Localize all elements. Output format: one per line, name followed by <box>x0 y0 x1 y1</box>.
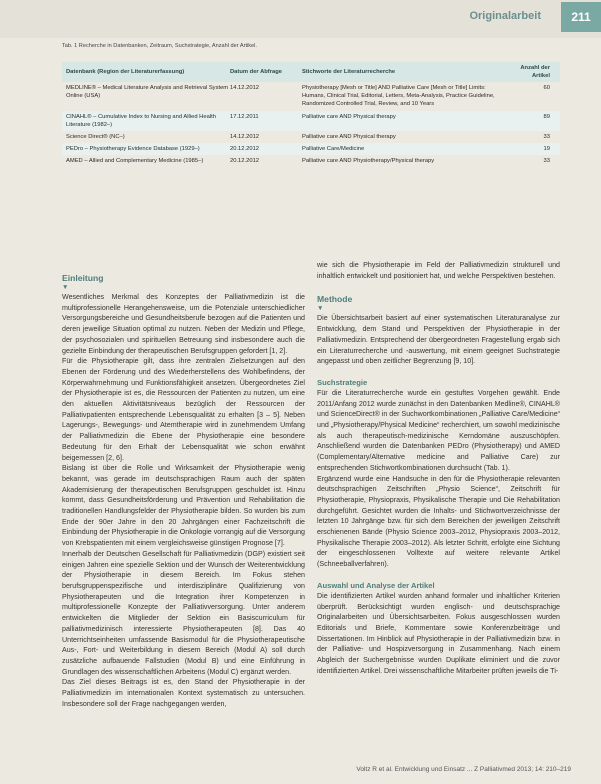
section-label: Originalarbeit <box>469 10 541 22</box>
subheading-search-strategy: Suchstrategie <box>317 377 368 387</box>
cell-keywords: Palliative care AND Physiotherapy/Physical therapy <box>302 158 435 165</box>
cell-count: 89 <box>543 113 550 120</box>
left-column <box>62 272 305 709</box>
cell-keywords: Palliative care AND Physical therapy <box>302 134 396 141</box>
cell-database: CINAHL® – Cumulative Index to Nursing and Allied Health Literature (1982–) <box>66 113 216 128</box>
cell-keywords: Palliative Care/Medicine <box>302 146 365 153</box>
cell-date: 14.12.2012 <box>230 134 260 141</box>
cell-keywords: Palliative care AND Physical therapy <box>302 113 396 120</box>
cell-keywords: Physiotherapy [Mesh or Title] AND Palliative Care [Mesh or Title] Limits: Humans, Clinical Trial, Editorial, Letters, Meta-Analysis, Practice Guideline, Randomized Controlled Trial, Review, and 10 Years <box>302 85 495 108</box>
table-row <box>62 155 560 167</box>
cell-count: 19 <box>543 146 550 153</box>
footer-citation: Voltz R et al. Entwicklung und Einsatz ... Z Palliativmed 2013; 14: 210–219 <box>356 766 571 773</box>
cell-count: 60 <box>543 85 550 91</box>
intro-paragraph: Das Ziel dieses Beitrags ist es, den Stand der Physiotherapie in der Palliativmedizin im internationalen Kontext systematisch zu untersuchen. Insbesondere soll der Frage nachgegangen werden, <box>62 678 305 708</box>
triangle-down-icon: ▼ <box>317 305 324 313</box>
table-row <box>62 82 560 111</box>
header-date: Datum der Abfrage <box>230 68 282 75</box>
cell-date: 17.12.2011 <box>230 113 259 120</box>
intro-paragraph: Bislang ist über die Rolle und Wirksamkeit der Physiotherapie wenig bekannt, was gerade im deutschsprachigen Raum auch der späten Akademisierung der therapeutischen Berufsgruppen geschuldet ist. Hinzu kommt, dass Gesundheitsförderung und Prävention und Rehabilitation die traditionellen Handlungsfelder der Physiotherapie bilden. So wurden bis zum Ende der 90er Jahre in den 20 Jahrgängen einer Fachzeitschrift die Einbindung der Physiotherapie in die Onkologie vorrangig auf die Versorgung von Krebspatienten mit einem vergleichsweise günstigen Prognose [7]. <box>62 464 305 548</box>
right-column <box>317 260 560 677</box>
heading-introduction: Einleitung <box>62 273 104 283</box>
cell-database: AMED – Allied and Complementary Medicine (1985–) <box>66 158 204 165</box>
table-header-row <box>62 62 560 82</box>
intro-paragraph: Für die Physiotherapie gilt, dass ihre zentralen Zielsetzungen auf den Ebenen der Förderung und des Wiederherstellens des Wohlbefindens, der Körperwahrnehmung und Funktionsfähigkeit ansetzen. Übergeordnetes Ziel der Physiotherapie ist es, die Ressourcen der Patienten zu nutzen, um eine den aktuellen Aktivitätsniveaus bezüglich der Ressourcen der Palliativpatienten entsprechende Lebensqualität zu erhalten [3 – 5]. Neben Lagerungs-, Bewegungs- und Atemtherapie wird in zunehmendem Umfang der Palliativmedizin die Ebene der Physiotherapie eine besondere Bedeutung für den Erhalt der Lebensqualität wie schon erwähnt beigemessen [2, 6]. <box>62 357 305 462</box>
cell-database: MEDLINE® – Medical Literature Analysis and Retrieval System Online (USA) <box>66 85 229 100</box>
subheading-selection: Auswahl und Analyse der Artikel <box>317 580 435 590</box>
cell-date: 20.12.2012 <box>230 146 260 153</box>
triangle-down-icon: ▼ <box>62 284 69 291</box>
header-keywords: Stichworte der Literaturrecherche <box>302 68 396 75</box>
intro-paragraph: Innerhalb der Deutschen Gesellschaft für Palliativmedizin (DGP) existiert seit einigen Jahren eine spezielle Sektion und der Wunsch der Weiterentwicklung der Physiotherapie in diesem Bereich. Im Fokus stehen berufsgruppenspezifische und interdisziplinäre Qualifizierung von Physiotherapeuten und die Integration ihrer Kompetenzen in multiprofessionelle Konzepte der Palliativversorgung. Unter anderem entwickelten die Mitglieder der Sektion ein Basiscurriculum für palliativmedizinisch interessierte Physiotherapeuten [8]. Das 40 Unterrichtseinheiten umfassende Basismodul für die Physiotherapeutische Aus-, Fort- und Weiterbildung in diesem Bereich (Modul A) soll durch zusätzliche aufbauende Fallstudien (Modul B) und eine Einführung in Grundlagen des wissenschaftlichen Arbeitens (Modul C) ergänzt werden. <box>62 549 305 676</box>
methods-paragraph: Ergänzend wurde eine Handsuche in den für die Physiotherapie relevanten deutschsprachigen Zeitschriften „Physio Science“, Zeitschrift für Physiotherapie, Physiopraxis, Physikalische Therapie und Die Rehabilitation durchgeführt. Gesichtet wurden die Inhalts- und Stichwortverzeichnisse der letzten 10 Jahrgänge bzw. für sich dem Bereichen der jeweiligen Zeitschrift erschienenen Bände (Physio Science 2003–2012, Physiopraxis 2003–2012, Physikalische Therapie 2003–2012). Als letzter Schritt, erfolgte eine Sichtung der eingeschlossenen Volltexte auf weitere relevante Artikel (Schneeballverfahren). <box>317 474 560 569</box>
intro-paragraph: Wesentliches Merkmal des Konzeptes der Palliativmedizin ist die multiprofessionelle Herangehensweise, um die Potenziale unterschiedlicher Versorgungsbereiche und Gesundheitsberufe bezogen auf die Patienten und deren jeweilige Situation optimal zu nutzen. Neben der Medizin und Pflege, der psychosozialen und spirituellen Betreuung sind insbesondere auch die gezielte Einbindung der therapeutischen Berufsgruppen gefordert [1, 2]. <box>62 293 305 355</box>
methods-paragraph: Die identifizierten Artikel wurden anhand formaler und inhaltlicher Kriterien überprüft. Berücksichtigt wurden englisch- und deutschsprachige Originalarbeiten und Übersichtsarbeiten. Fokus ausgeschlossen wurden Editorials und Briefe, Kommentare sowie Konferenzbeiträge und Dissertationen. Im Hinblick auf Physiotherapie in der Palliativmedizin bzw. in der Palliative- und Hospizversorgung in Zusammenhang. Nach einem Abgleich der Suchergebnisse wurden Duplikate eliminiert und die zuvor identifizierten Artikel. Drei wissenschaftliche Mitarbeiter prüften jeweils die Ti- <box>317 591 560 675</box>
header-database: Datenbank (Region der Literaturerfassung) <box>66 68 185 75</box>
table-caption: Tab. 1 Recherche in Datenbanken, Zeitraum, Suchstrategie, Anzahl der Artikel. <box>62 43 257 49</box>
page-number: 211 <box>561 2 601 32</box>
cell-date: 20.12.2012 <box>230 158 260 165</box>
heading-methods: Methode <box>317 294 353 305</box>
literature-table <box>62 62 560 168</box>
cell-count: 33 <box>543 134 550 141</box>
cell-database: PEDro – Physiotherapy Evidence Database (1929–) <box>66 146 200 153</box>
methods-paragraph: Die Übersichtsarbeit basiert auf einer systematischen Literaturanalyse zur Entwicklung, dem Stand und Perspektiven der Physiotherapie in der Palliativmedizin. Entsprechend der übergeordneten Fragestellung ergab sich ein Literaturrecherche und -auswertung, mit einem geeignet Suchstrategie angepasst und oben zeitlicher Begrenzung [9, 10]. <box>317 314 560 366</box>
table-row <box>62 131 560 143</box>
table-row <box>62 143 560 155</box>
cell-database: Science Direct® (NC–) <box>66 134 125 141</box>
table-row <box>62 111 560 131</box>
cell-count: 33 <box>543 158 550 165</box>
header-count: Anzahl der Artikel <box>520 64 550 79</box>
cell-date: 14.12.2012 <box>230 85 260 91</box>
methods-paragraph: Für die Literaturrecherche wurde ein gestuftes Vorgehen gewählt. Ende 2011/Anfang 2012 wurde zunächst in den Datenbanken Medline®, CINAHL® und ScienceDirect® in der Suchwortkombinationen „Palliative Care/Medicine“ und „Physiotherapy/Physical Medicine“ recherchiert, um sowohl medizinische als auch therapeutisch-medizinische Kerndomäne auszuschöpfen. Anschließend wurden die Datenbanken PEDro (Physiotherapy) und AMED (Complementary/Alternative medicine and Palliative Care) zur entsprechenden Stichwortkombinationen durchsucht (Tab. 1). <box>317 388 560 472</box>
intro-continuation: wie sich die Physiotherapie im Feld der Palliativmedizin strukturell und inhaltlich entwickelt und positioniert hat, und welche Perspektiven bestehen. <box>317 261 560 280</box>
